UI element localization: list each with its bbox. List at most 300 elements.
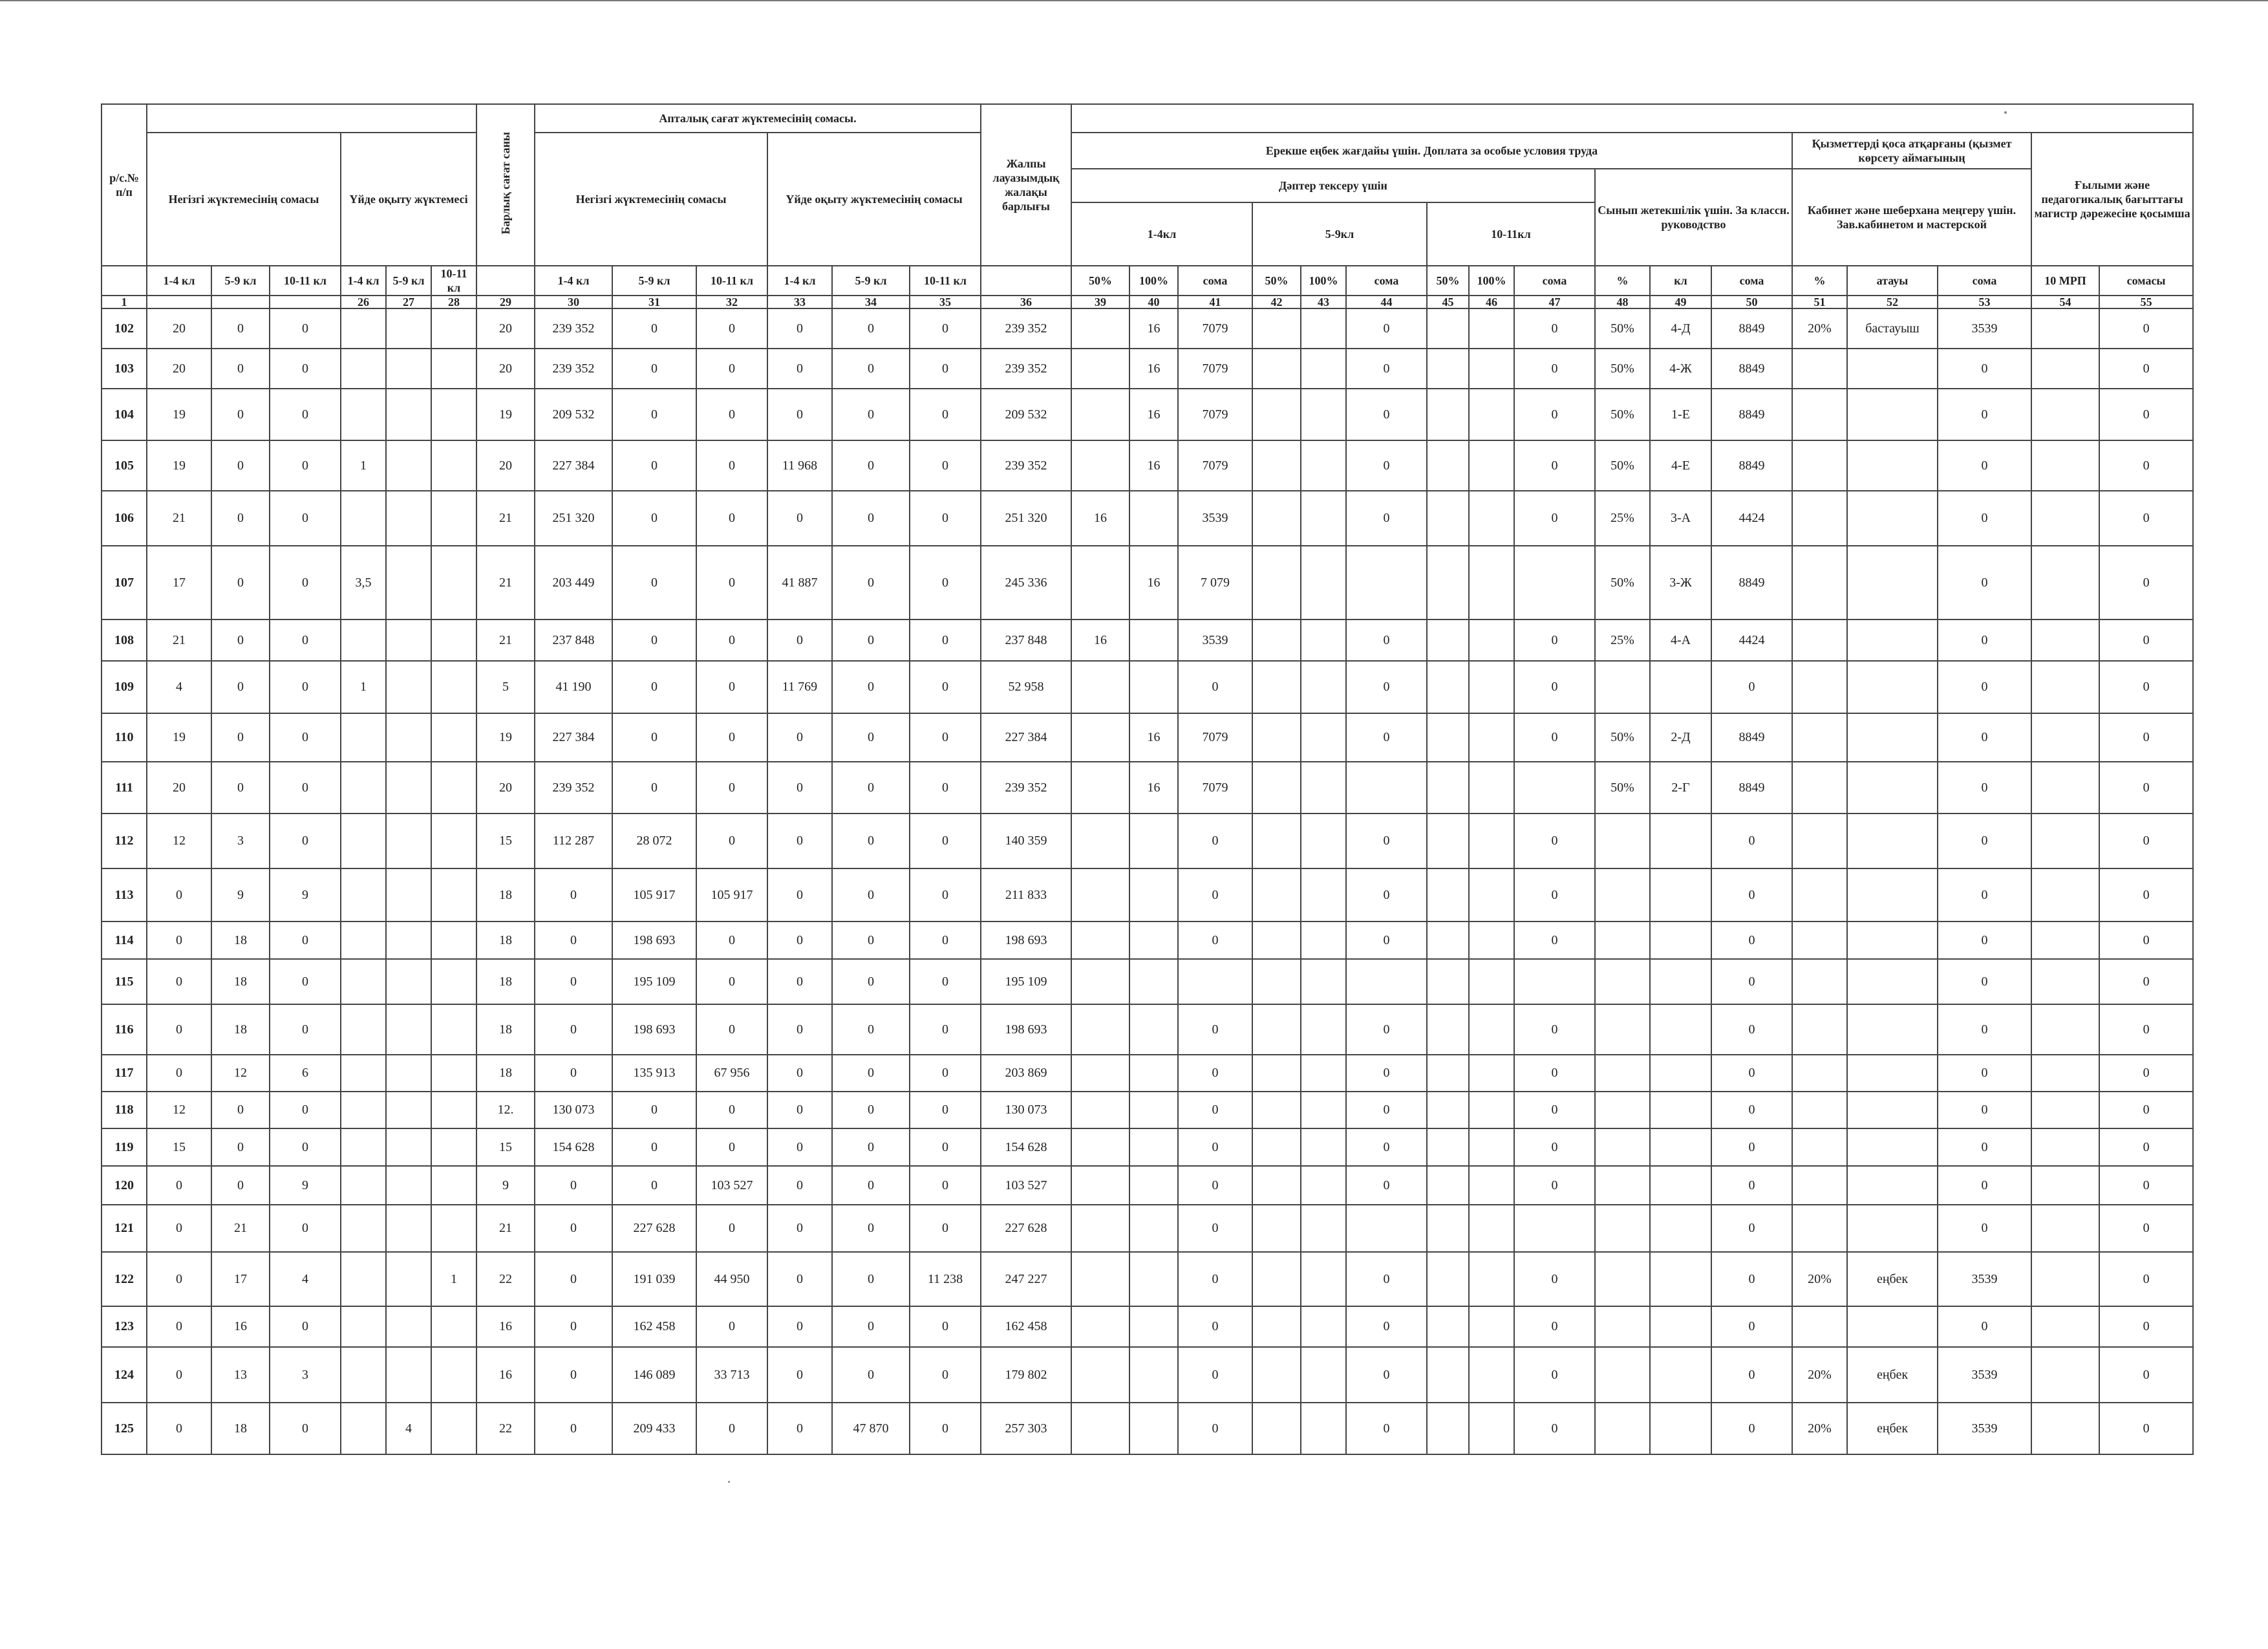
table-cell: 0: [1711, 959, 1792, 1004]
table-cell: [1847, 1128, 1938, 1166]
table-cell: 47 870: [832, 1403, 910, 1454]
table-cell: [1469, 1055, 1514, 1092]
table-cell: [1792, 661, 1847, 713]
table-cell: 198 693: [981, 921, 1071, 959]
table-cell: [386, 1252, 431, 1306]
table-cell: 12: [147, 1092, 211, 1128]
table-cell: [386, 1166, 431, 1205]
table-cell: [341, 921, 386, 959]
table-cell: [431, 1306, 476, 1347]
table-cell: [386, 349, 431, 389]
table-cell: 0: [535, 921, 612, 959]
table-cell: [1129, 814, 1178, 868]
table-cell: 50%: [1595, 389, 1650, 440]
table-cell: 0: [910, 620, 981, 661]
table-cell: 0: [2099, 661, 2193, 713]
table-cell: [1427, 814, 1469, 868]
table-cell: 0: [767, 1205, 832, 1252]
table-cell: 21: [476, 491, 535, 546]
table-cell: 8849: [1711, 308, 1792, 349]
table-cell: 0: [147, 868, 211, 921]
table-body: [102, 308, 2193, 1454]
table-cell: [1595, 868, 1650, 921]
table-row: [102, 1403, 2193, 1454]
table-cell: [1469, 389, 1514, 440]
table-cell: [1595, 1055, 1650, 1092]
table-cell: 20%: [1792, 1347, 1847, 1403]
table-cell: [1252, 349, 1301, 389]
table-cell: 0: [535, 1347, 612, 1403]
table-cell: 3: [270, 1347, 341, 1403]
column-number: 39: [1071, 296, 1129, 308]
table-cell: [1792, 1055, 1847, 1092]
subheader-soma: сома: [1711, 266, 1792, 296]
column-number: 54: [2031, 296, 2099, 308]
table-cell: 0: [1346, 1004, 1427, 1055]
table-cell: 20%: [1792, 1252, 1847, 1306]
table-cell: [1595, 1166, 1650, 1205]
table-cell: [1301, 1055, 1346, 1092]
row-number-cell: 113: [102, 868, 147, 921]
row-number-cell: 108: [102, 620, 147, 661]
table-cell: 0: [2099, 1128, 2193, 1166]
table-cell: [1252, 959, 1301, 1004]
table-cell: 0: [1346, 308, 1427, 349]
table-cell: [1071, 1205, 1129, 1252]
table-cell: 50%: [1595, 349, 1650, 389]
column-number: 33: [767, 296, 832, 308]
table-cell: 162 458: [981, 1306, 1071, 1347]
table-cell: 0: [832, 814, 910, 868]
table-cell: 16: [1129, 762, 1178, 814]
table-cell: [2031, 868, 2099, 921]
table-cell: 0: [612, 620, 696, 661]
table-cell: 0: [211, 389, 270, 440]
table-cell: 0: [910, 308, 981, 349]
table-cell: 0: [832, 1347, 910, 1403]
table-cell: [1595, 1205, 1650, 1252]
header-home-load: Үйде оқыту жүктемесі: [341, 133, 476, 266]
table-cell: [1252, 620, 1301, 661]
table-cell: 16: [1129, 546, 1178, 620]
table-cell: 0: [1938, 1092, 2031, 1128]
table-cell: 0: [535, 1205, 612, 1252]
table-cell: [2031, 620, 2099, 661]
table-cell: 0: [1178, 1347, 1252, 1403]
table-cell: 25%: [1595, 620, 1650, 661]
column-number: 1: [102, 296, 147, 308]
table-cell: [1252, 868, 1301, 921]
table-cell: 0: [1711, 661, 1792, 713]
table-cell: [1071, 389, 1129, 440]
table-cell: [1252, 546, 1301, 620]
table-cell: [2031, 349, 2099, 389]
table-cell: [1792, 814, 1847, 868]
table-cell: 239 352: [535, 762, 612, 814]
table-cell: 0: [1346, 1306, 1427, 1347]
table-cell: [1847, 1004, 1938, 1055]
table-cell: 0: [1711, 1403, 1792, 1454]
subheader-empty: [981, 266, 1071, 296]
table-cell: [1792, 546, 1847, 620]
table-cell: 0: [832, 959, 910, 1004]
table-cell: 1: [341, 661, 386, 713]
table-cell: 15: [476, 814, 535, 868]
table-cell: 0: [1514, 1166, 1595, 1205]
table-cell: 0: [1711, 814, 1792, 868]
header-notebook-check: Дәптер тексеру үшін: [1071, 169, 1595, 202]
table-cell: [341, 491, 386, 546]
table-cell: 0: [270, 959, 341, 1004]
table-cell: 1: [431, 1252, 476, 1306]
table-cell: [1650, 1092, 1711, 1128]
table-cell: 0: [1514, 661, 1595, 713]
table-cell: 0: [1346, 1166, 1427, 1205]
table-cell: 0: [832, 349, 910, 389]
table-cell: 0: [1514, 1347, 1595, 1403]
table-cell: [341, 1055, 386, 1092]
table-cell: 0: [1711, 1092, 1792, 1128]
table-cell: 0: [2099, 349, 2193, 389]
table-cell: 19: [147, 713, 211, 762]
table-cell: 0: [910, 713, 981, 762]
table-cell: 0: [832, 546, 910, 620]
table-cell: [431, 546, 476, 620]
table-cell: 0: [1346, 1347, 1427, 1403]
table-cell: [1252, 661, 1301, 713]
table-cell: [1847, 440, 1938, 491]
table-cell: 0: [767, 814, 832, 868]
table-cell: [431, 308, 476, 349]
table-cell: [1595, 959, 1650, 1004]
table-cell: 9: [270, 1166, 341, 1205]
table-cell: [1346, 762, 1427, 814]
table-cell: 0: [1514, 1128, 1595, 1166]
table-cell: 0: [270, 491, 341, 546]
row-number-cell: 121: [102, 1205, 147, 1252]
table-cell: [386, 959, 431, 1004]
table-row: [102, 959, 2193, 1004]
table-cell: 0: [832, 1252, 910, 1306]
table-cell: [1252, 1403, 1301, 1454]
table-cell: 0: [612, 308, 696, 349]
table-cell: 227 384: [981, 713, 1071, 762]
table-cell: [1252, 1252, 1301, 1306]
table-cell: [1595, 1004, 1650, 1055]
table-cell: [2031, 959, 2099, 1004]
table-cell: [1301, 349, 1346, 389]
table-cell: 18: [476, 1055, 535, 1092]
table-cell: 0: [1938, 762, 2031, 814]
header-combined-duties: Қызметтерді қоса атқарғаны (қызмет көрсету аймағының: [1792, 133, 2031, 169]
table-cell: 257 303: [981, 1403, 1071, 1454]
table-cell: 12.: [476, 1092, 535, 1128]
table-cell: 0: [1178, 1403, 1252, 1454]
table-cell: 195 109: [612, 959, 696, 1004]
subheader-5-9: 5-9 кл: [832, 266, 910, 296]
table-cell: [1071, 661, 1129, 713]
table-cell: [2031, 389, 2099, 440]
column-number: 50: [1711, 296, 1792, 308]
table-cell: 0: [535, 1306, 612, 1347]
table-cell: 0: [767, 491, 832, 546]
table-cell: [1427, 1252, 1469, 1306]
row-number-cell: 119: [102, 1128, 147, 1166]
table-cell: 50%: [1595, 440, 1650, 491]
table-cell: 0: [1938, 1128, 2031, 1166]
table-row: [102, 546, 2193, 620]
table-cell: 0: [1178, 661, 1252, 713]
table-cell: 21: [147, 491, 211, 546]
table-cell: 0: [1178, 1306, 1252, 1347]
table-cell: [1427, 620, 1469, 661]
table-cell: [2031, 1347, 2099, 1403]
table-cell: [1469, 1128, 1514, 1166]
table-cell: 0: [270, 661, 341, 713]
table-cell: 0: [1938, 620, 2031, 661]
table-cell: 0: [1346, 1128, 1427, 1166]
column-number: 26: [341, 296, 386, 308]
table-cell: [1847, 814, 1938, 868]
table-cell: 0: [535, 868, 612, 921]
table-cell: 0: [1514, 349, 1595, 389]
table-cell: 4-Ж: [1650, 349, 1711, 389]
table-cell: 20: [476, 762, 535, 814]
table-cell: [1650, 1403, 1711, 1454]
table-cell: 0: [1178, 1205, 1252, 1252]
table-row: [102, 762, 2193, 814]
table-cell: 11 968: [767, 440, 832, 491]
table-cell: [386, 440, 431, 491]
table-cell: [1427, 713, 1469, 762]
table-cell: [1301, 440, 1346, 491]
table-cell: 0: [2099, 620, 2193, 661]
table-cell: 0: [535, 959, 612, 1004]
table-cell: 16: [1071, 620, 1129, 661]
table-cell: [2031, 308, 2099, 349]
table-cell: 20: [476, 308, 535, 349]
table-cell: 0: [910, 868, 981, 921]
subheader-somasy: сомасы: [2099, 266, 2193, 296]
table-cell: [1071, 1403, 1129, 1454]
table-cell: 4: [270, 1252, 341, 1306]
table-cell: [1595, 1092, 1650, 1128]
table-cell: 239 352: [981, 762, 1071, 814]
table-cell: [1427, 1205, 1469, 1252]
table-cell: 0: [696, 1128, 767, 1166]
table-cell: 0: [535, 1166, 612, 1205]
table-cell: [1514, 959, 1595, 1004]
table-cell: 0: [270, 1306, 341, 1347]
table-cell: 211 833: [981, 868, 1071, 921]
table-cell: [341, 1252, 386, 1306]
table-cell: [2031, 1004, 2099, 1055]
table-cell: 0: [832, 1306, 910, 1347]
table-cell: 245 336: [981, 546, 1071, 620]
table-cell: [431, 1403, 476, 1454]
column-number: 32: [696, 296, 767, 308]
table-cell: 0: [1178, 814, 1252, 868]
table-cell: 0: [147, 959, 211, 1004]
table-cell: 227 384: [535, 713, 612, 762]
table-cell: [1301, 762, 1346, 814]
subheader-50: 50%: [1427, 266, 1469, 296]
table-cell: 0: [1711, 1347, 1792, 1403]
column-number: [211, 296, 270, 308]
table-cell: [386, 1205, 431, 1252]
table-cell: 0: [270, 1004, 341, 1055]
table-cell: [431, 868, 476, 921]
table-cell: [1071, 1055, 1129, 1092]
table-cell: 0: [910, 440, 981, 491]
table-cell: 0: [211, 1092, 270, 1128]
table-cell: 154 628: [535, 1128, 612, 1166]
table-cell: [1595, 661, 1650, 713]
table-cell: 0: [1514, 1004, 1595, 1055]
table-cell: 0: [910, 1205, 981, 1252]
row-number-cell: 125: [102, 1403, 147, 1454]
table-cell: 0: [211, 713, 270, 762]
table-cell: [1427, 308, 1469, 349]
subheader-10-11: 10-11 кл: [696, 266, 767, 296]
subheader-soma: сома: [1346, 266, 1427, 296]
table-cell: 7079: [1178, 762, 1252, 814]
column-number: 36: [981, 296, 1071, 308]
table-cell: 0: [696, 1205, 767, 1252]
header-class-lead: Сынып жетекшілік үшін. За классн. руководство: [1595, 169, 1792, 266]
header-basic-load-sum: Негізгі жүктемесінің сомасы: [535, 133, 767, 266]
table-cell: [1301, 1347, 1346, 1403]
scan-speck: [728, 1481, 730, 1483]
table-cell: 17: [147, 546, 211, 620]
row-number-cell: 112: [102, 814, 147, 868]
table-cell: 0: [270, 620, 341, 661]
table-cell: [1595, 1306, 1650, 1347]
table-cell: [431, 620, 476, 661]
subheader-100: 100%: [1301, 266, 1346, 296]
table-cell: 3,5: [341, 546, 386, 620]
table-cell: 0: [696, 1004, 767, 1055]
table-cell: [431, 814, 476, 868]
column-number: 35: [910, 296, 981, 308]
table-cell: [1252, 1306, 1301, 1347]
table-cell: 0: [767, 308, 832, 349]
table-cell: [1252, 921, 1301, 959]
table-cell: 0: [1178, 1128, 1252, 1166]
table-cell: 0: [1178, 921, 1252, 959]
table-row: [102, 1166, 2193, 1205]
table-cell: [1595, 1252, 1650, 1306]
table-cell: 0: [1514, 1306, 1595, 1347]
table-cell: 239 352: [981, 308, 1071, 349]
table-row: [102, 389, 2193, 440]
table-cell: 3-А: [1650, 491, 1711, 546]
table-cell: 0: [211, 308, 270, 349]
table-cell: 0: [696, 1092, 767, 1128]
table-cell: [1129, 1306, 1178, 1347]
table-row: [102, 491, 2193, 546]
column-number: 40: [1129, 296, 1178, 308]
table-cell: [1469, 1347, 1514, 1403]
table-cell: [1301, 1128, 1346, 1166]
table-cell: [2031, 1252, 2099, 1306]
table-cell: [1650, 868, 1711, 921]
table-cell: [1792, 1306, 1847, 1347]
table-cell: 3539: [1938, 1347, 2031, 1403]
table-cell: 0: [535, 1252, 612, 1306]
table-cell: 195 109: [981, 959, 1071, 1004]
table-cell: [431, 1092, 476, 1128]
column-number: 48: [1595, 296, 1650, 308]
table-cell: 0: [2099, 1306, 2193, 1347]
table-cell: 0: [696, 546, 767, 620]
subheader-pct: %: [1792, 266, 1847, 296]
table-row: [102, 620, 2193, 661]
table-cell: 198 693: [612, 1004, 696, 1055]
row-number-cell: 122: [102, 1252, 147, 1306]
table-cell: [1427, 1403, 1469, 1454]
table-cell: 0: [1514, 389, 1595, 440]
header-special-conditions: Ерекше еңбек жағдайы үшін. Доплата за особые условия труда: [1071, 133, 1792, 169]
table-cell: [1252, 1004, 1301, 1055]
table-cell: 0: [910, 1004, 981, 1055]
table-cell: [1514, 762, 1595, 814]
table-cell: 0: [2099, 1347, 2193, 1403]
table-cell: [1847, 1306, 1938, 1347]
table-cell: 0: [612, 491, 696, 546]
table-cell: 0: [1514, 868, 1595, 921]
table-cell: [1252, 1347, 1301, 1403]
table-cell: 0: [767, 1403, 832, 1454]
table-cell: 28 072: [612, 814, 696, 868]
table-cell: 0: [832, 389, 910, 440]
table-cell: 20: [147, 349, 211, 389]
table-cell: 0: [2099, 762, 2193, 814]
table-cell: [431, 1004, 476, 1055]
table-cell: 0: [1346, 389, 1427, 440]
table-cell: 0: [696, 814, 767, 868]
table-cell: 0: [767, 1252, 832, 1306]
table-cell: [1427, 1092, 1469, 1128]
table-cell: [2031, 440, 2099, 491]
salary-table-sheet: [101, 103, 2190, 1455]
table-cell: 1-Е: [1650, 389, 1711, 440]
table-cell: 0: [612, 546, 696, 620]
table-cell: [1301, 1205, 1346, 1252]
table-cell: 0: [910, 959, 981, 1004]
table-cell: 50%: [1595, 546, 1650, 620]
table-row: [102, 1347, 2193, 1403]
table-cell: 0: [612, 1166, 696, 1205]
table-cell: [1469, 713, 1514, 762]
column-number: [147, 296, 211, 308]
column-number: 41: [1178, 296, 1252, 308]
table-cell: 105 917: [696, 868, 767, 921]
table-cell: [386, 868, 431, 921]
table-cell: 3539: [1938, 308, 2031, 349]
table-cell: 19: [147, 440, 211, 491]
table-cell: [386, 762, 431, 814]
table-cell: [1469, 1403, 1514, 1454]
table-cell: 140 359: [981, 814, 1071, 868]
table-cell: [1427, 921, 1469, 959]
table-cell: 247 227: [981, 1252, 1071, 1306]
table-cell: 0: [2099, 440, 2193, 491]
table-cell: [1071, 546, 1129, 620]
table-cell: [1301, 1004, 1346, 1055]
table-cell: 0: [767, 1306, 832, 1347]
table-cell: [1469, 491, 1514, 546]
